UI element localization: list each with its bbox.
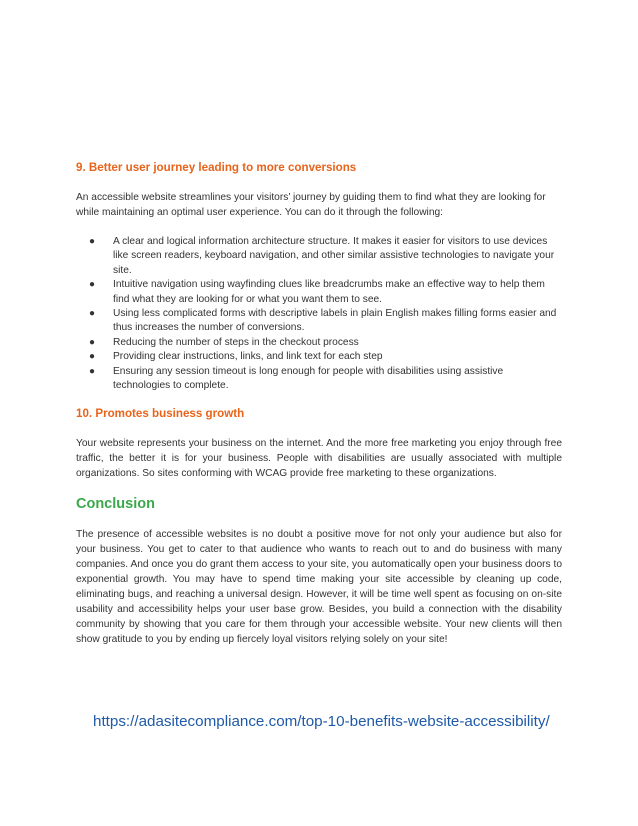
bullet-icon: ● — [89, 236, 96, 247]
section-9-bullet-list — [76, 235, 562, 393]
list-item: ● Intuitive navigation using wayfinding clues like breadcrumbs make an effective way to help them find what they are looking for or what you want them to see. — [89, 279, 545, 305]
section-9-intro: An accessible website streamlines your visitors’ journey by guiding them to find what they are looking for while maintaining an optimal user experience. You can do it through the following: — [76, 192, 546, 218]
bullet-icon: ● — [89, 279, 96, 291]
bullet-icon: ● — [89, 365, 96, 377]
bullet-icon: ● — [89, 351, 96, 363]
document-body — [76, 160, 562, 647]
source-url-link[interactable]: https://adasitecompliance.com/top-10-benefits-website-accessibility/ — [93, 713, 550, 730]
conclusion-body: The presence of accessible websites is no doubt a positive move for not only your audience but also for your business. You get to cater to that audience who wants to reach out to and do business with many companies. And once you do grant them access to your site, you automatically open your business doors to exponential growth. You may have to spend time making your site accessible by cleaning up code, eliminating bugs, and reaching a universal design. However, it will be time well spent as focusing on on-site usability and accessibility helps your user base grow. Besides, you build a connection with the disability community by showing that you care for them through your accessible website. Your new clients will then show gratitude to you by ending up fiercely loyal visitors relying solely on your site! — [76, 529, 562, 646]
list-item: ● A clear and logical information architecture structure. It makes it easier for visitors to use devices like screen readers, keyboard navigation, and other similar assistive technologies to navigate your site. — [89, 236, 555, 276]
list-item: ● Using less complicated forms with descriptive labels in plain English makes filling forms easier and thus increases the number of conversions. — [89, 308, 557, 334]
conclusion-heading: Conclusion — [76, 496, 155, 513]
section-9-heading: 9. Better user journey leading to more conversions — [76, 161, 357, 174]
section-10-heading: 10. Promotes business growth — [76, 407, 245, 421]
bullet-icon: ● — [89, 336, 96, 348]
list-item: ● Ensuring any session timeout is long enough for people with disabilities using assistive technologies to complete. — [89, 365, 504, 392]
bullet-icon: ● — [89, 308, 96, 320]
list-item: ● Reducing the number of steps in the checkout process — [113, 336, 562, 350]
section-10-body: Your website represents your business on the internet. And the more free marketing you enjoy through free traffic, the better it is for your business. People with disabilities are usually associated with multiple organizations. So sites conforming with WCAG provide free marketing to these organizations. — [76, 438, 562, 480]
list-item: ● Providing clear instructions, links, and link text for each step — [113, 350, 562, 364]
